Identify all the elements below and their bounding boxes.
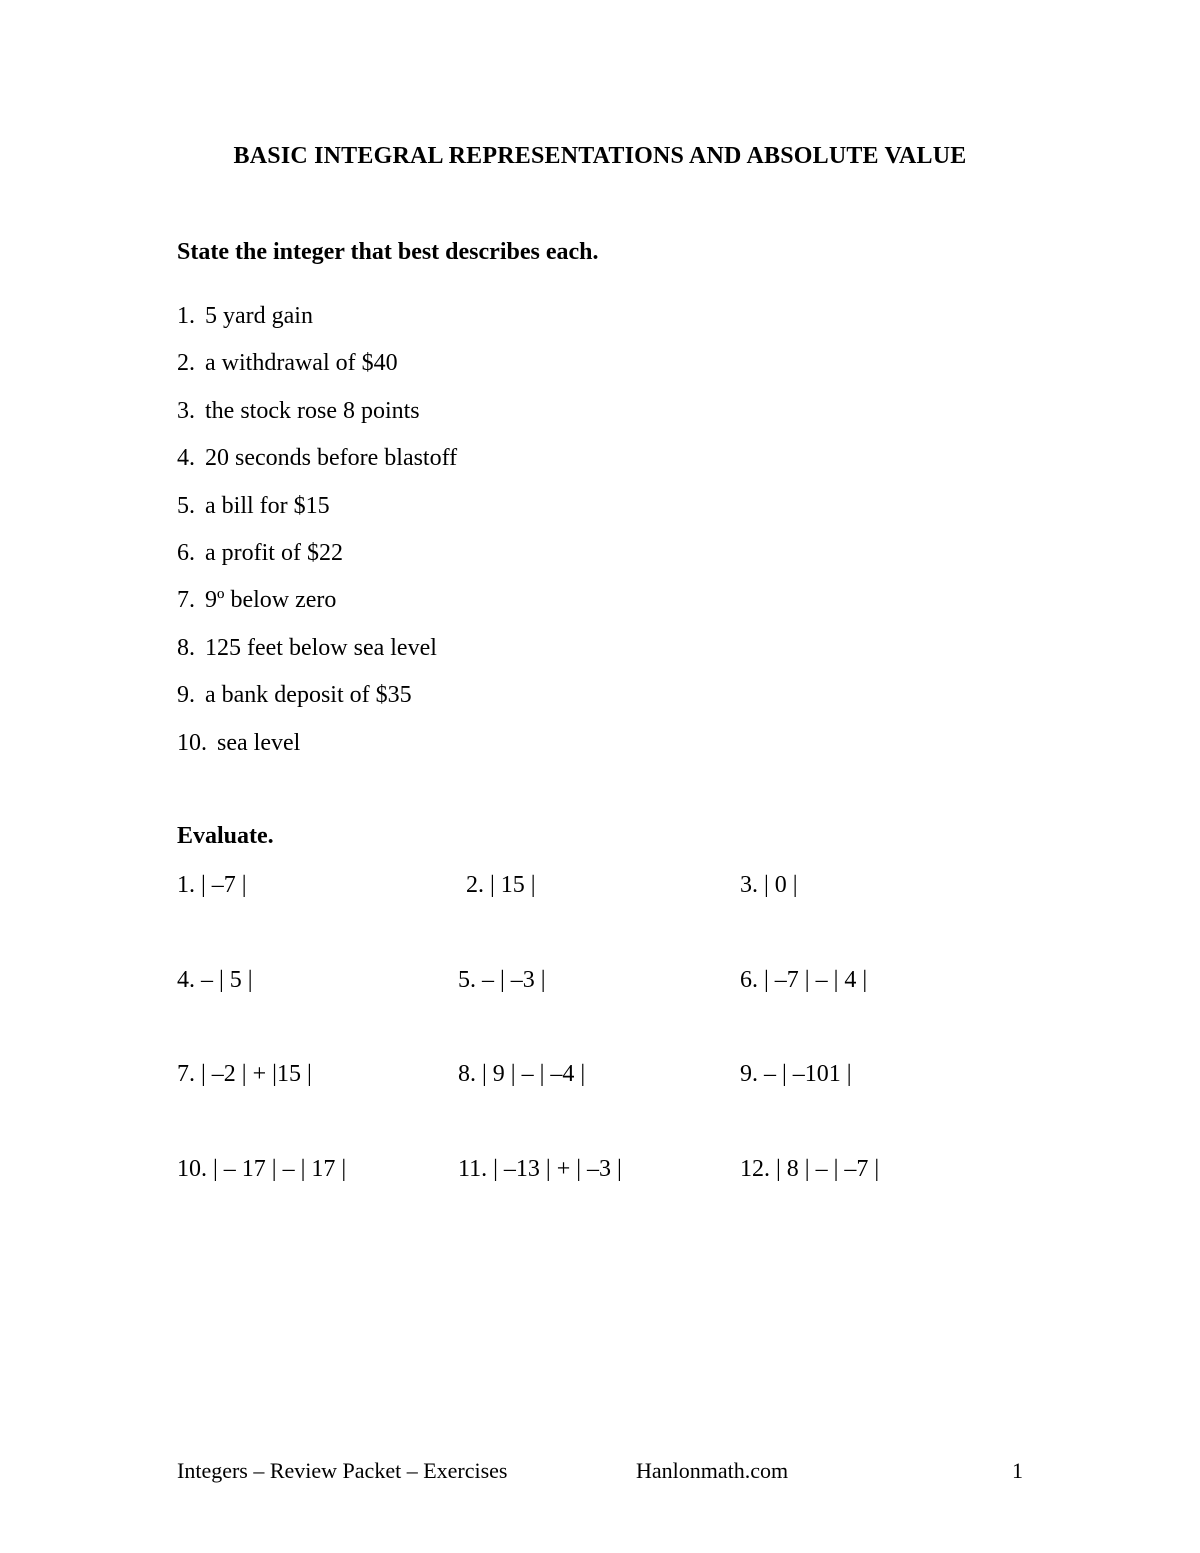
page-number: 1 xyxy=(1012,1458,1023,1483)
evaluate-item-2: 2. | 15 | xyxy=(466,872,536,898)
evaluate-item-4: 4. – | 5 | xyxy=(177,967,253,993)
evaluate-item-5: 5. – | –3 | xyxy=(458,967,546,993)
evaluate-item-11: 11. | –13 | + | –3 | xyxy=(458,1156,622,1182)
evaluate-item-3: 3. | 0 | xyxy=(740,872,798,898)
list-item: 9. a bank deposit of $35 xyxy=(177,682,412,709)
integer-description-list xyxy=(177,302,457,776)
evaluate-item-12: 12. | 8 | – | –7 | xyxy=(740,1156,880,1182)
footer-left-text: Integers – Review Packet – Exercises xyxy=(177,1458,508,1483)
list-item: 7. 9º below zero xyxy=(177,587,337,614)
list-item: 3. the stock rose 8 points xyxy=(177,397,420,424)
list-item: 5. a bill for $15 xyxy=(177,492,330,519)
section1-heading: State the integer that best describes each. xyxy=(177,239,599,265)
list-item: 1. 5 yard gain xyxy=(177,303,313,329)
footer-website: Hanlonmath.com xyxy=(636,1458,789,1483)
list-item: 4. 20 seconds before blastoff xyxy=(177,445,458,472)
evaluate-item-8: 8. | 9 | – | –4 | xyxy=(458,1061,586,1087)
evaluate-item-1: 1. | –7 | xyxy=(177,872,247,898)
evaluate-item-10: 10. | – 17 | – | 17 | xyxy=(177,1156,347,1182)
list-item: 10. sea level xyxy=(177,729,301,756)
section2-heading: Evaluate. xyxy=(177,823,274,849)
evaluate-item-6: 6. | –7 | – | 4 | xyxy=(740,967,868,993)
evaluate-item-7: 7. | –2 | + |15 | xyxy=(177,1061,312,1087)
list-item: 2. a withdrawal of $40 xyxy=(177,350,398,377)
evaluate-item-9: 9. – | –101 | xyxy=(740,1061,852,1087)
list-item: 8. 125 feet below sea level xyxy=(177,634,437,661)
list-item: 6. a profit of $22 xyxy=(177,539,343,566)
page-title: BASIC INTEGRAL REPRESENTATIONS AND ABSOLUTE VALUE xyxy=(233,143,967,169)
